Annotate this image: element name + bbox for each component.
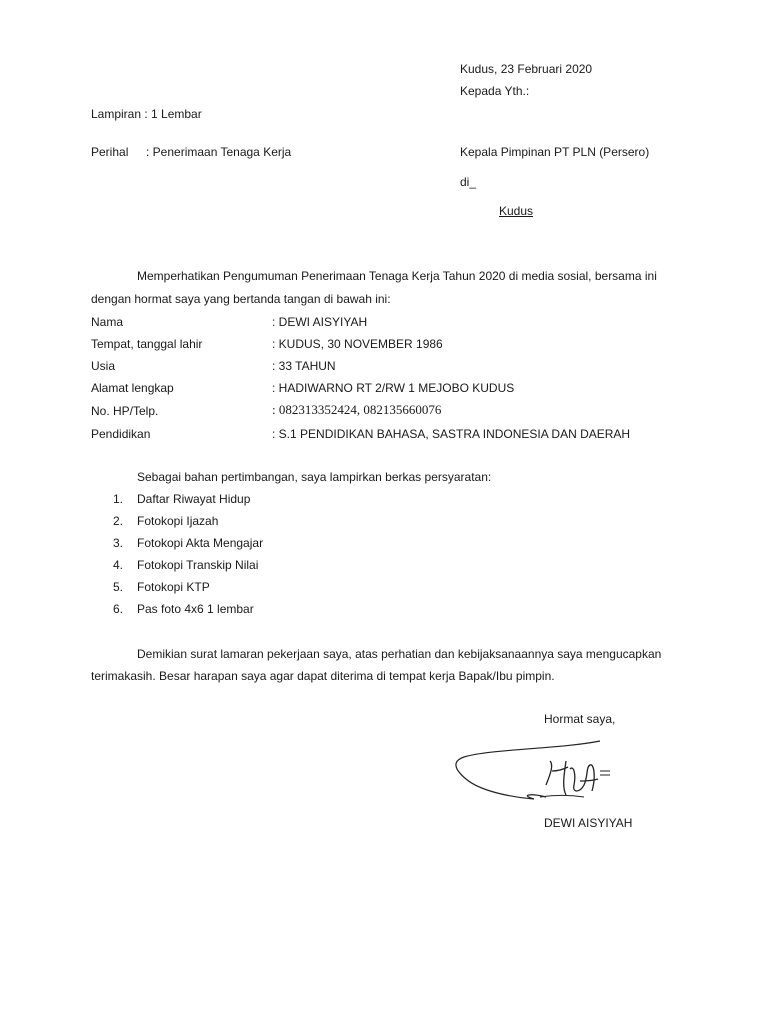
list-item: Fotokopi Transkip Nilai — [137, 558, 259, 572]
recipient-di: di_ — [460, 175, 477, 189]
subject-value: : Penerimaan Tenaga Kerja — [146, 145, 292, 159]
place-date: Kudus, 23 Februari 2020 — [460, 62, 593, 76]
recipient-intro: Kepada Yth.: — [460, 84, 530, 98]
signature-image — [450, 735, 640, 810]
signer-name: DEWI AISYIYAH — [544, 816, 633, 830]
list-item: Fotokopi Akta Mengajar — [137, 536, 264, 550]
field-value-address: : HADIWARNO RT 2/RW 1 MEJOBO KUDUS — [272, 381, 515, 395]
field-value-age: : 33 TAHUN — [272, 359, 336, 373]
list-item: Fotokopi KTP — [137, 580, 210, 594]
field-label-phone: No. HP/Telp. — [91, 404, 159, 418]
field-value-name: : DEWI AISYIYAH — [272, 315, 368, 329]
field-label-age: Usia — [91, 359, 116, 373]
list-item: Fotokopi Ijazah — [137, 514, 219, 528]
list-item-number: 2. — [113, 514, 124, 528]
list-item-number: 3. — [113, 536, 124, 550]
opening-line-1: Memperhatikan Pengumuman Penerimaan Tenaga Kerja Tahun 2020 di media sosial, bersama ini — [137, 269, 657, 283]
recipient-name: Kepala Pimpinan PT PLN (Persero) — [460, 145, 650, 159]
list-item-number: 4. — [113, 558, 124, 572]
subject-label: Perihal — [91, 145, 129, 159]
closing-line-2: terimakasih. Besar harapan saya agar dapat diterima di tempat kerja Bapak/Ibu pimpin. — [91, 669, 555, 683]
closing-line-1: Demikian surat lamaran pekerjaan saya, atas perhatian dan kebijaksanaannya saya mengucapkan — [137, 647, 662, 661]
field-label-birth: Tempat, tanggal lahir — [91, 337, 203, 351]
list-item: Pas foto 4x6 1 lembar — [137, 602, 254, 616]
list-item-number: 6. — [113, 602, 124, 616]
field-value-education: : S.1 PENDIDIKAN BAHASA, SASTRA INDONESIA DAN DAERAH — [272, 427, 631, 441]
field-value-birth: : KUDUS, 30 NOVEMBER 1986 — [272, 337, 443, 351]
field-label-education: Pendidikan — [91, 427, 151, 441]
field-value-phone: : 082313352424, 082135660076 — [272, 402, 442, 417]
field-label-address: Alamat lengkap — [91, 381, 174, 395]
attachment-count: Lampiran : 1 Lembar — [91, 107, 202, 121]
list-item-number: 1. — [113, 492, 124, 506]
opening-line-2: dengan hormat saya yang bertanda tangan di bawah ini: — [91, 292, 391, 306]
attachments-intro: Sebagai bahan pertimbangan, saya lampirkan berkas persyaratan: — [137, 470, 492, 484]
list-item: Daftar Riwayat Hidup — [137, 492, 251, 506]
field-label-name: Nama — [91, 315, 124, 329]
regards: Hormat saya, — [544, 712, 616, 726]
list-item-number: 5. — [113, 580, 124, 594]
recipient-city: Kudus — [499, 204, 534, 218]
